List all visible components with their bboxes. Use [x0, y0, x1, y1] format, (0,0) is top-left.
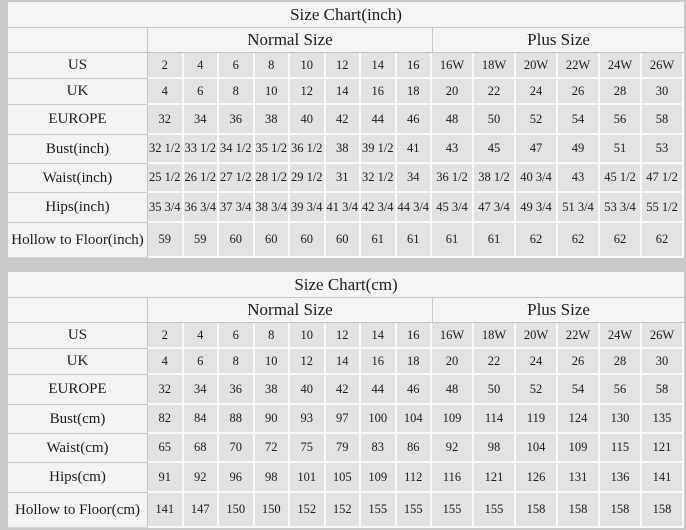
- row-label: US: [8, 323, 148, 349]
- group-header-plus-size: Plus Size: [432, 28, 684, 53]
- value-cell: 46: [397, 375, 433, 405]
- size-chart-cm-table: [8, 272, 684, 528]
- value-cell: 116: [432, 463, 474, 493]
- table-row: [8, 349, 684, 375]
- value-cell: 112: [397, 463, 433, 493]
- value-cell: 34: [397, 164, 433, 193]
- value-cell: 8: [255, 323, 291, 349]
- size-chart-inch-table: [8, 2, 684, 258]
- value-cell: 24W: [600, 53, 642, 79]
- value-cell: 20W: [516, 53, 558, 79]
- value-cell: 79: [326, 434, 362, 463]
- value-cell: 49: [558, 135, 600, 164]
- value-cell: 62: [600, 223, 642, 258]
- value-cell: 4: [184, 323, 220, 349]
- value-cell: 30: [642, 79, 684, 105]
- value-cell: 8: [219, 349, 255, 375]
- value-cell: 114: [474, 405, 516, 434]
- value-cell: 22W: [558, 53, 600, 79]
- table-row: [8, 405, 684, 434]
- value-cell: 98: [474, 434, 516, 463]
- value-cell: 41: [397, 135, 433, 164]
- value-cell: 34: [184, 105, 220, 135]
- table-title: Size Chart(cm): [8, 272, 684, 298]
- value-cell: 93: [290, 405, 326, 434]
- value-cell: 98: [255, 463, 291, 493]
- value-cell: 22: [474, 79, 516, 105]
- value-cell: 16W: [432, 53, 474, 79]
- table-row: [8, 463, 684, 493]
- row-label: UK: [8, 349, 148, 375]
- group-header-normal-size: Normal Size: [148, 298, 432, 323]
- row-label: UK: [8, 79, 148, 105]
- value-cell: 44: [361, 375, 397, 405]
- table-row: [8, 323, 684, 349]
- value-cell: 92: [184, 463, 220, 493]
- value-cell: 59: [184, 223, 220, 258]
- value-cell: 158: [642, 493, 684, 528]
- value-cell: 52: [516, 375, 558, 405]
- table-row: [8, 193, 684, 223]
- value-cell: 58: [642, 105, 684, 135]
- value-cell: 92: [432, 434, 474, 463]
- corner-cell: [8, 298, 148, 323]
- value-cell: 49 3/4: [516, 193, 558, 223]
- value-cell: 56: [600, 105, 642, 135]
- value-cell: 121: [474, 463, 516, 493]
- value-cell: 26W: [642, 323, 684, 349]
- value-cell: 2: [148, 323, 184, 349]
- value-cell: 10: [255, 349, 291, 375]
- value-cell: 158: [558, 493, 600, 528]
- row-label: Waist(inch): [8, 164, 148, 193]
- value-cell: 158: [516, 493, 558, 528]
- row-label: Waist(cm): [8, 434, 148, 463]
- value-cell: 44 3/4: [397, 193, 433, 223]
- value-cell: 24W: [600, 323, 642, 349]
- value-cell: 14: [361, 323, 397, 349]
- value-cell: 40: [290, 105, 326, 135]
- value-cell: 50: [474, 105, 516, 135]
- value-cell: 39 3/4: [290, 193, 326, 223]
- value-cell: 88: [219, 405, 255, 434]
- value-cell: 150: [255, 493, 291, 528]
- value-cell: 155: [432, 493, 474, 528]
- value-cell: 51: [600, 135, 642, 164]
- value-cell: 12: [326, 53, 362, 79]
- value-cell: 12: [290, 79, 326, 105]
- value-cell: 24: [516, 349, 558, 375]
- value-cell: 59: [148, 223, 184, 258]
- value-cell: 39 1/2: [361, 135, 397, 164]
- row-label: Hips(cm): [8, 463, 148, 493]
- value-cell: 20: [432, 79, 474, 105]
- value-cell: 36 3/4: [184, 193, 220, 223]
- value-cell: 44: [361, 105, 397, 135]
- value-cell: 65: [148, 434, 184, 463]
- value-cell: 43: [432, 135, 474, 164]
- value-cell: 109: [361, 463, 397, 493]
- table-title: Size Chart(inch): [8, 2, 684, 28]
- value-cell: 68: [184, 434, 220, 463]
- value-cell: 54: [558, 375, 600, 405]
- value-cell: 16W: [432, 323, 474, 349]
- value-cell: 38 3/4: [255, 193, 291, 223]
- value-cell: 36 1/2: [432, 164, 474, 193]
- group-header-row: [8, 298, 684, 323]
- value-cell: 40 3/4: [516, 164, 558, 193]
- value-cell: 60: [290, 223, 326, 258]
- value-cell: 155: [361, 493, 397, 528]
- value-cell: 141: [642, 463, 684, 493]
- value-cell: 28: [600, 349, 642, 375]
- value-cell: 4: [184, 53, 220, 79]
- value-cell: 38: [255, 375, 291, 405]
- value-cell: 126: [516, 463, 558, 493]
- value-cell: 20: [432, 349, 474, 375]
- value-cell: 20W: [516, 323, 558, 349]
- value-cell: 124: [558, 405, 600, 434]
- value-cell: 56: [600, 375, 642, 405]
- value-cell: 104: [516, 434, 558, 463]
- value-cell: 14: [361, 53, 397, 79]
- row-label: Bust(cm): [8, 405, 148, 434]
- value-cell: 136: [600, 463, 642, 493]
- value-cell: 10: [290, 53, 326, 79]
- value-cell: 2: [148, 53, 184, 79]
- value-cell: 55 1/2: [642, 193, 684, 223]
- value-cell: 32 1/2: [361, 164, 397, 193]
- value-cell: 86: [397, 434, 433, 463]
- value-cell: 28: [600, 79, 642, 105]
- value-cell: 75: [290, 434, 326, 463]
- value-cell: 152: [290, 493, 326, 528]
- value-cell: 96: [219, 463, 255, 493]
- value-cell: 10: [290, 323, 326, 349]
- value-cell: 47 3/4: [474, 193, 516, 223]
- value-cell: 42: [326, 105, 362, 135]
- value-cell: 34 1/2: [219, 135, 255, 164]
- value-cell: 16: [397, 323, 433, 349]
- value-cell: 104: [397, 405, 433, 434]
- value-cell: 6: [219, 53, 255, 79]
- row-label: Bust(inch): [8, 135, 148, 164]
- value-cell: 26: [558, 349, 600, 375]
- value-cell: 62: [642, 223, 684, 258]
- value-cell: 26: [558, 79, 600, 105]
- group-header-row: [8, 28, 684, 53]
- title-row: [8, 272, 684, 298]
- row-label: Hollow to Floor(cm): [8, 493, 148, 528]
- value-cell: 61: [361, 223, 397, 258]
- table-row: [8, 135, 684, 164]
- value-cell: 28 1/2: [255, 164, 291, 193]
- value-cell: 45: [474, 135, 516, 164]
- table-row: [8, 53, 684, 79]
- value-cell: 150: [219, 493, 255, 528]
- value-cell: 60: [255, 223, 291, 258]
- value-cell: 32: [148, 105, 184, 135]
- value-cell: 158: [600, 493, 642, 528]
- value-cell: 54: [558, 105, 600, 135]
- value-cell: 61: [474, 223, 516, 258]
- value-cell: 14: [326, 79, 362, 105]
- value-cell: 45 1/2: [600, 164, 642, 193]
- value-cell: 51 3/4: [558, 193, 600, 223]
- group-header-plus-size: Plus Size: [432, 298, 684, 323]
- value-cell: 6: [219, 323, 255, 349]
- table-row: [8, 164, 684, 193]
- value-cell: 18: [397, 349, 433, 375]
- value-cell: 35 1/2: [255, 135, 291, 164]
- value-cell: 8: [219, 79, 255, 105]
- value-cell: 10: [255, 79, 291, 105]
- value-cell: 16: [361, 349, 397, 375]
- value-cell: 131: [558, 463, 600, 493]
- value-cell: 8: [255, 53, 291, 79]
- value-cell: 4: [148, 79, 184, 105]
- value-cell: 62: [516, 223, 558, 258]
- value-cell: 40: [290, 375, 326, 405]
- value-cell: 105: [326, 463, 362, 493]
- row-label: EUROPE: [8, 105, 148, 135]
- value-cell: 58: [642, 375, 684, 405]
- title-row: [8, 2, 684, 28]
- value-cell: 29 1/2: [290, 164, 326, 193]
- value-cell: 60: [219, 223, 255, 258]
- row-label: Hollow to Floor(inch): [8, 223, 148, 258]
- value-cell: 16: [397, 53, 433, 79]
- value-cell: 147: [184, 493, 220, 528]
- value-cell: 155: [397, 493, 433, 528]
- value-cell: 12: [290, 349, 326, 375]
- value-cell: 42 3/4: [361, 193, 397, 223]
- value-cell: 97: [326, 405, 362, 434]
- value-cell: 32: [148, 375, 184, 405]
- value-cell: 61: [432, 223, 474, 258]
- value-cell: 24: [516, 79, 558, 105]
- group-header-normal-size: Normal Size: [148, 28, 432, 53]
- value-cell: 61: [397, 223, 433, 258]
- value-cell: 141: [148, 493, 184, 528]
- table-row: [8, 493, 684, 528]
- value-cell: 16: [361, 79, 397, 105]
- value-cell: 36: [219, 375, 255, 405]
- corner-cell: [8, 28, 148, 53]
- value-cell: 32 1/2: [148, 135, 184, 164]
- row-label: EUROPE: [8, 375, 148, 405]
- value-cell: 121: [642, 434, 684, 463]
- table-row: [8, 79, 684, 105]
- value-cell: 43: [558, 164, 600, 193]
- value-cell: 41 3/4: [326, 193, 362, 223]
- value-cell: 60: [326, 223, 362, 258]
- value-cell: 115: [600, 434, 642, 463]
- value-cell: 47 1/2: [642, 164, 684, 193]
- value-cell: 62: [558, 223, 600, 258]
- value-cell: 53: [642, 135, 684, 164]
- value-cell: 119: [516, 405, 558, 434]
- value-cell: 26W: [642, 53, 684, 79]
- value-cell: 26 1/2: [184, 164, 220, 193]
- value-cell: 70: [219, 434, 255, 463]
- value-cell: 6: [184, 79, 220, 105]
- value-cell: 18W: [474, 323, 516, 349]
- value-cell: 35 3/4: [148, 193, 184, 223]
- value-cell: 22: [474, 349, 516, 375]
- value-cell: 101: [290, 463, 326, 493]
- value-cell: 53 3/4: [600, 193, 642, 223]
- value-cell: 38: [326, 135, 362, 164]
- value-cell: 38 1/2: [474, 164, 516, 193]
- value-cell: 42: [326, 375, 362, 405]
- value-cell: 135: [642, 405, 684, 434]
- value-cell: 6: [184, 349, 220, 375]
- table-row: [8, 105, 684, 135]
- value-cell: 34: [184, 375, 220, 405]
- value-cell: 100: [361, 405, 397, 434]
- value-cell: 18W: [474, 53, 516, 79]
- table-row: [8, 223, 684, 258]
- value-cell: 33 1/2: [184, 135, 220, 164]
- row-label: Hips(inch): [8, 193, 148, 223]
- value-cell: 31: [326, 164, 362, 193]
- value-cell: 82: [148, 405, 184, 434]
- value-cell: 27 1/2: [219, 164, 255, 193]
- value-cell: 48: [432, 105, 474, 135]
- value-cell: 50: [474, 375, 516, 405]
- value-cell: 18: [397, 79, 433, 105]
- value-cell: 152: [326, 493, 362, 528]
- value-cell: 4: [148, 349, 184, 375]
- value-cell: 38: [255, 105, 291, 135]
- value-cell: 14: [326, 349, 362, 375]
- value-cell: 84: [184, 405, 220, 434]
- table-row: [8, 375, 684, 405]
- value-cell: 25 1/2: [148, 164, 184, 193]
- value-cell: 109: [432, 405, 474, 434]
- value-cell: 46: [397, 105, 433, 135]
- value-cell: 36: [219, 105, 255, 135]
- value-cell: 52: [516, 105, 558, 135]
- value-cell: 155: [474, 493, 516, 528]
- value-cell: 12: [326, 323, 362, 349]
- value-cell: 47: [516, 135, 558, 164]
- value-cell: 36 1/2: [290, 135, 326, 164]
- value-cell: 22W: [558, 323, 600, 349]
- value-cell: 45 3/4: [432, 193, 474, 223]
- value-cell: 72: [255, 434, 291, 463]
- value-cell: 48: [432, 375, 474, 405]
- value-cell: 90: [255, 405, 291, 434]
- value-cell: 130: [600, 405, 642, 434]
- value-cell: 30: [642, 349, 684, 375]
- table-row: [8, 434, 684, 463]
- value-cell: 83: [361, 434, 397, 463]
- value-cell: 109: [558, 434, 600, 463]
- row-label: US: [8, 53, 148, 79]
- value-cell: 91: [148, 463, 184, 493]
- value-cell: 37 3/4: [219, 193, 255, 223]
